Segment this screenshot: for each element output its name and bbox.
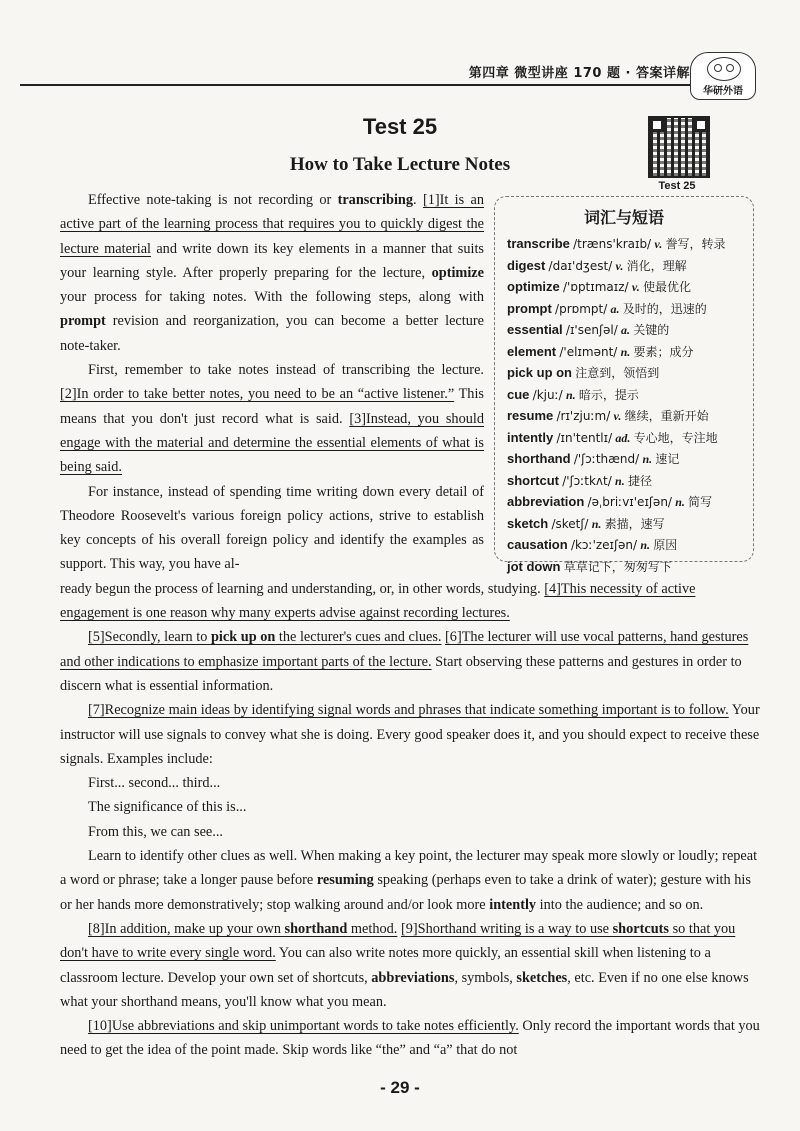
vocab-item: element /'elɪmənt/ n. 要素；成分	[507, 343, 694, 359]
vocab-item: causation /kɔː'zeɪʃən/ n. 原因	[507, 537, 678, 552]
example-2: The significance of this is...	[88, 799, 247, 816]
paragraph-4: [5]Secondly, learn to pick up on the lecturer's cues and clues. [6]The lecturer will use vocal patterns, hand gestures and other indications to emphasize important parts of the lecture. Start observing these patterns and gestures in order to discern what is essential information.	[60, 629, 749, 694]
vocabulary-title: 词汇与短语	[583, 208, 664, 227]
vocab-item: digest /daɪ'dʒest/ v. 消化，理解	[507, 257, 687, 273]
page-header	[20, 58, 800, 92]
paragraph-1: Effective note-taking is not recording or transcribing. [1]It is an active part of the learning process that requires you to quickly digest the lecture material and write down its key elements in a manner that suits your learning style. After properly preparing for the lecture, optimize your process for taking notes. With the following steps, along with prompt revision and reorganization, you can become a better lecture note-taker.	[60, 192, 484, 354]
vocab-item: resume /rɪ'zjuːm/ v. 继续，重新开始	[507, 408, 709, 423]
paragraph-7: [8]In addition, make up your own shorthand method. [9]Shorthand writing is a way to use shortcuts so that you don't have to write every single word. You can also write notes more quickly, an essential skill when listening to a classroom lecture. Develop your own set of shortcuts, abbreviations, symbols, sketches, etc. Even if no one else knows what your shorthand means, you'll know what you mean.	[60, 920, 749, 1010]
chapter-title: 第四章 微型讲座 170 题 · 答案详解	[468, 66, 690, 81]
page-number: - 29 -	[380, 1078, 420, 1097]
vocab-item: sketch /sketʃ/ n. 素描，速写	[507, 515, 665, 531]
vocab-item: shortcut /'ʃɔːtkʌt/ n. 捷径	[507, 472, 652, 488]
qr-code-icon	[648, 116, 710, 178]
paragraph-8: [10]Use abbreviations and skip unimportant words to take notes efficiently. Only record the important words that you need to get the idea of the point made. Skip words like “the” and “a” that do not	[60, 1018, 760, 1059]
qr-label: Test 25	[658, 180, 696, 192]
paragraph-5: [7]Recognize main ideas by identifying signal words and phrases that indicate something important is to follow. Your instructor will use signals to convey what she is doing. Every good speaker does it, and you should expect to receive these signals. Examples include:	[60, 702, 760, 767]
vocab-item: shorthand /'ʃɔːthænd/ n. 速记	[507, 451, 680, 466]
vocab-item: intently /ɪn'tentlɪ/ ad. 专心地，专注地	[507, 429, 718, 445]
narrow-column	[60, 188, 484, 577]
vocab-item: cue /kjuː/ n. 暗示，提示	[507, 386, 639, 402]
header-rule	[20, 84, 720, 86]
example-3: From this, we can see...	[88, 823, 223, 840]
vocab-item: abbreviation /əˌbriːvɪ'eɪʃən/ n. 简写	[507, 494, 713, 509]
page-subtitle: How to Take Lecture Notes	[289, 154, 511, 175]
vocab-item: essential /ɪ'senʃəl/ a. 关键的	[507, 322, 670, 337]
vocab-item: optimize /'ɒptɪmaɪz/ v. 使最优化	[507, 279, 691, 294]
vocab-item: pick up on 注意到，领悟到	[507, 365, 660, 380]
paragraph-3b: ready begun the process of learning and understanding, or, in other words, studying. [4]This necessity of active engagement is one reason why many experts advise against recording lectures.	[60, 580, 696, 622]
logo-text: 华研外语	[703, 86, 743, 97]
paragraph-3a: For instance, instead of spending time writing down every detail of Theodore Roosevelt's various foreign policy actions, strive to establish key concepts of his overall foreign policy and identify the examples as support. This way, you have al-	[60, 483, 484, 573]
article-body	[60, 188, 764, 1063]
publisher-logo	[690, 52, 756, 100]
paragraph-6: Learn to identify other clues as well. When making a key point, the lecturer may speak more slowly or loudly; repeat a word or phrase; take a longer pause before resuming speaking (perhaps even to take a drink of water); gesture with his or her hands more demonstratively; stop walking around and/or look more intently into the audience; and so on.	[60, 848, 758, 913]
vocab-item: jot down 草草记下，匆匆写下	[507, 558, 672, 574]
paragraph-2: First, remember to take notes instead of transcribing the lecture. [2]In order to take better notes, you need to be an “active listener.” This means that you don't just record what is said. [3]Instead, you should engage with the material and determine the essential elements of what is being said.	[60, 362, 484, 476]
page-title: Test 25	[362, 114, 438, 139]
vocab-item: prompt /prɒmpt/ a. 及时的，迅速的	[507, 300, 707, 316]
vocab-item: transcribe /træns'kraɪb/ v. 誊写，转录	[507, 236, 726, 251]
example-1: First... second... third...	[88, 775, 221, 792]
frog-face-icon	[707, 57, 741, 81]
